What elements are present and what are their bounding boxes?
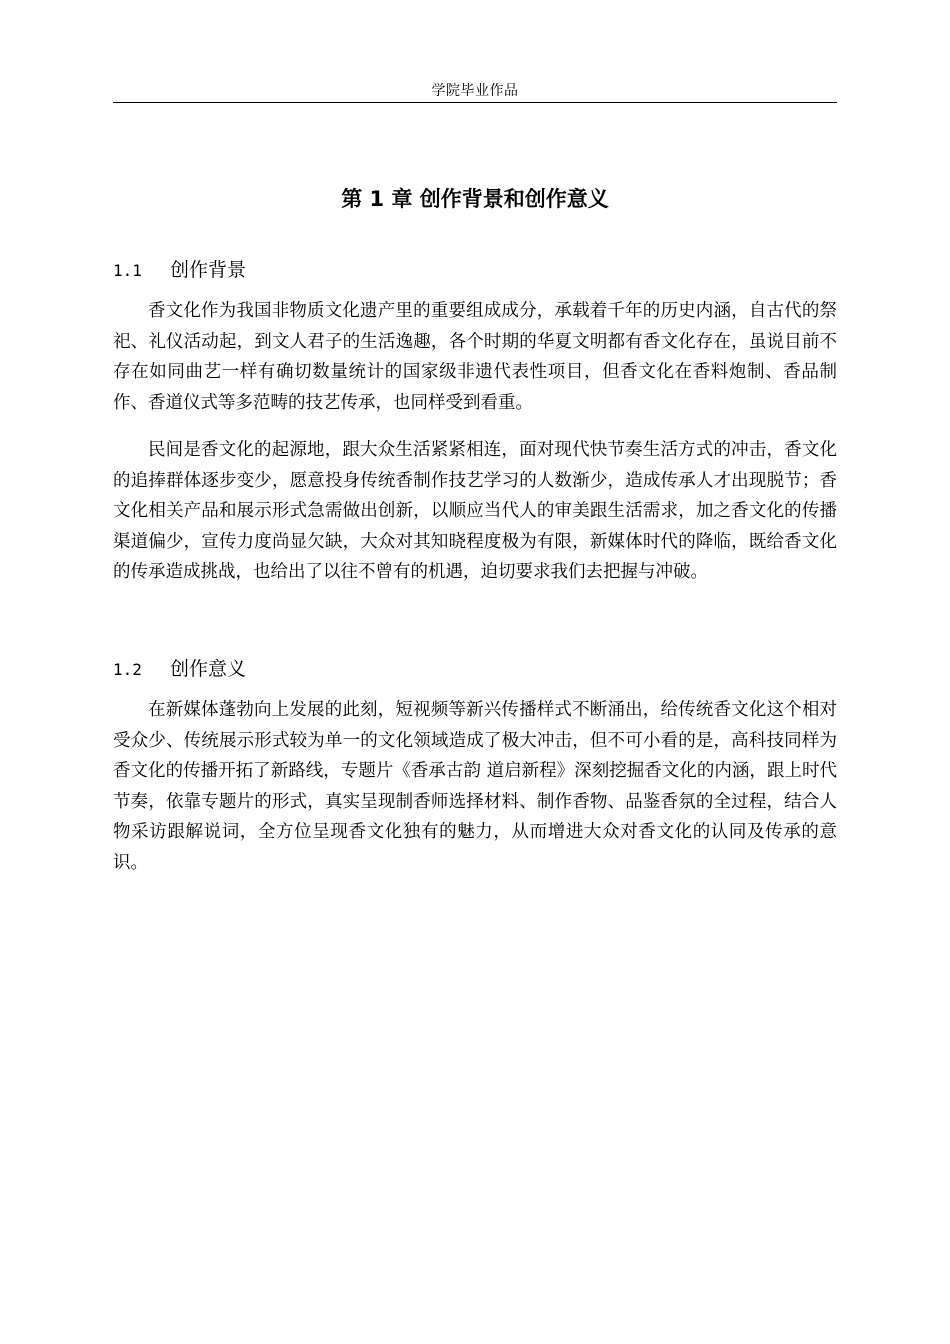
paragraph-background-1: 香文化作为我国非物质文化遗产里的重要组成成分，承载着千年的历史内涵，自古代的祭祀、礼仪活动起，到文人君子的生活逸趣，各个时期的华夏文明都有香文化存在，虽说目前不存在如同曲艺一样有确切数量统计的国家级非遗代表性项目，但香文化在香料炮制、香品制作、香道仪式等多范畴的技艺传承，也同样受到看重。	[113, 301, 837, 413]
section-title: 创作背景	[170, 259, 247, 281]
section-heading-1-2	[113, 655, 246, 684]
page-header	[113, 80, 837, 103]
section-number: 1.1	[113, 261, 142, 280]
section-heading-1-1	[113, 256, 246, 285]
paragraph-background-2: 民间是香文化的起源地，跟大众生活紧紧相连，面对现代快节奏生活方式的冲击，香文化的追捧群体逐步变少，愿意投身传统香制作技艺学习的人数渐少，造成传承人才出现脱节；香文化相关产品和展示形式急需做出创新，以顺应当代人的审美跟生活需求，加之香文化的传播渠道偏少，宣传力度尚显欠缺，大众对其知晓程度极为有限，新媒体时代的降临，既给香文化的传承造成挑战，也给出了以往不曾有的机遇，迫切要求我们去把握与冲破。	[113, 440, 837, 582]
section-title: 创作意义	[170, 658, 247, 680]
section-number: 1.2	[113, 660, 142, 679]
paragraph-significance-1: 在新媒体蓬勃向上发展的此刻，短视频等新兴传播样式不断涌出，给传统香文化这个相对受众少、传统展示形式较为单一的文化领域造成了极大冲击，但不可小看的是，高科技同样为香文化的传播开拓了新路线，专题片《香承古韵 道启新程》深刻挖掘香文化的内涵，跟上时代节奏，依靠专题片的形式，真实呈现制香师选择材料、制作香物、品鉴香氛的全过程，结合人物采访跟解说词，全方位呈现香文化独有的魅力，从而增进大众对香文化的认同及传承的意识。	[113, 700, 837, 873]
header-title: 学院毕业作品	[431, 83, 519, 99]
chapter-title: 第 1 章 创作背景和创作意义	[341, 187, 609, 211]
